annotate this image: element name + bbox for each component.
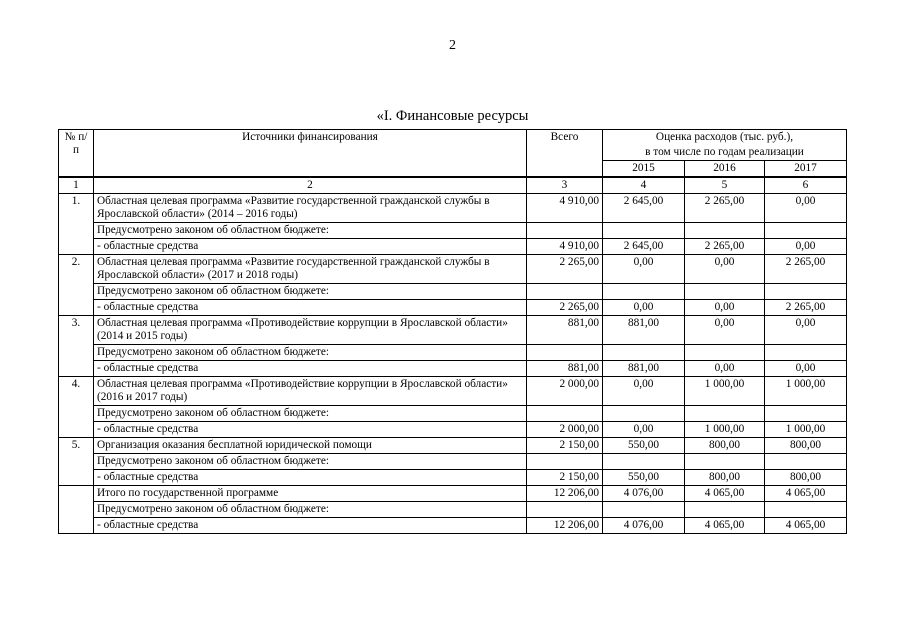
header-estimate-line1: Оценка расходов (тыс. руб.), bbox=[603, 130, 847, 146]
year-value: 1 000,00 bbox=[685, 377, 765, 406]
empty-cell bbox=[527, 502, 603, 518]
budget-law-label: Предусмотрено законом об областном бюджете: bbox=[94, 223, 527, 239]
table-body bbox=[59, 130, 847, 534]
item-number: 1. bbox=[59, 194, 94, 255]
budget-law-row bbox=[59, 284, 847, 300]
regional-year-value: 881,00 bbox=[603, 361, 685, 377]
col-number-4: 4 bbox=[603, 177, 685, 194]
empty-cell bbox=[603, 502, 685, 518]
total-value: 2 265,00 bbox=[527, 255, 603, 284]
header-year-2017: 2017 bbox=[765, 161, 847, 178]
empty-cell bbox=[527, 284, 603, 300]
col-number-2: 2 bbox=[94, 177, 527, 194]
total-row bbox=[59, 486, 847, 502]
budget-law-row bbox=[59, 406, 847, 422]
col-number-1: 1 bbox=[59, 177, 94, 194]
year-value: 4 065,00 bbox=[765, 486, 847, 502]
regional-year-value: 0,00 bbox=[765, 239, 847, 255]
program-name: Областная целевая программа «Развитие государственной гражданской службы в Ярославской области» (2014 – 2016 годы) bbox=[94, 194, 527, 223]
total-value: 2 150,00 bbox=[527, 438, 603, 454]
budget-law-row bbox=[59, 502, 847, 518]
regional-year-value: 2 265,00 bbox=[685, 239, 765, 255]
empty-cell bbox=[765, 406, 847, 422]
regional-funds-label: - областные средства bbox=[94, 518, 527, 534]
regional-year-value: 4 076,00 bbox=[603, 518, 685, 534]
empty-cell bbox=[685, 454, 765, 470]
regional-funds-row bbox=[59, 300, 847, 316]
col-number-5: 5 bbox=[685, 177, 765, 194]
regional-year-value: 0,00 bbox=[765, 361, 847, 377]
empty-cell bbox=[603, 406, 685, 422]
total-value: 12 206,00 bbox=[527, 486, 603, 502]
empty-cell bbox=[527, 345, 603, 361]
year-value: 4 065,00 bbox=[685, 486, 765, 502]
year-value: 1 000,00 bbox=[765, 377, 847, 406]
regional-funds-label: - областные средства bbox=[94, 300, 527, 316]
empty-cell bbox=[685, 284, 765, 300]
year-value: 881,00 bbox=[603, 316, 685, 345]
empty-cell bbox=[765, 454, 847, 470]
budget-law-label: Предусмотрено законом об областном бюджете: bbox=[94, 454, 527, 470]
column-numbers-row bbox=[59, 177, 847, 194]
item-number: 5. bbox=[59, 438, 94, 486]
regional-total-value: 12 206,00 bbox=[527, 518, 603, 534]
regional-year-value: 1 000,00 bbox=[765, 422, 847, 438]
budget-law-label: Предусмотрено законом об областном бюджете: bbox=[94, 502, 527, 518]
financial-resources-table bbox=[58, 129, 847, 534]
total-label: Итого по государственной программе bbox=[94, 486, 527, 502]
regional-year-value: 800,00 bbox=[765, 470, 847, 486]
year-value: 550,00 bbox=[603, 438, 685, 454]
empty-cell bbox=[603, 454, 685, 470]
year-value: 800,00 bbox=[685, 438, 765, 454]
regional-funds-label: - областные средства bbox=[94, 422, 527, 438]
year-value: 2 265,00 bbox=[765, 255, 847, 284]
year-value: 0,00 bbox=[603, 255, 685, 284]
empty-cell bbox=[603, 345, 685, 361]
year-value: 0,00 bbox=[765, 194, 847, 223]
regional-year-value: 1 000,00 bbox=[685, 422, 765, 438]
section-title: «I. Финансовые ресурсы bbox=[376, 108, 529, 124]
year-value: 0,00 bbox=[765, 316, 847, 345]
page-number: 2 bbox=[449, 38, 456, 53]
empty-cell bbox=[685, 223, 765, 239]
year-value: 0,00 bbox=[603, 377, 685, 406]
program-row bbox=[59, 194, 847, 223]
col-number-3: 3 bbox=[527, 177, 603, 194]
header-num: № п/п bbox=[59, 130, 94, 178]
year-value: 0,00 bbox=[685, 316, 765, 345]
regional-year-value: 550,00 bbox=[603, 470, 685, 486]
budget-law-label: Предусмотрено законом об областном бюджете: bbox=[94, 406, 527, 422]
header-estimate-line2: в том числе по годам реализации bbox=[603, 145, 847, 161]
regional-total-value: 4 910,00 bbox=[527, 239, 603, 255]
budget-law-row bbox=[59, 223, 847, 239]
item-number: 3. bbox=[59, 316, 94, 377]
regional-funds-label: - областные средства bbox=[94, 361, 527, 377]
year-value: 800,00 bbox=[765, 438, 847, 454]
total-value: 4 910,00 bbox=[527, 194, 603, 223]
regional-total-value: 2 000,00 bbox=[527, 422, 603, 438]
empty-cell bbox=[685, 406, 765, 422]
budget-law-row bbox=[59, 345, 847, 361]
regional-funds-label: - областные средства bbox=[94, 470, 527, 486]
header-source: Источники финансирования bbox=[94, 130, 527, 178]
empty-cell bbox=[527, 223, 603, 239]
total-num-cell bbox=[59, 486, 94, 534]
regional-funds-row bbox=[59, 518, 847, 534]
regional-funds-row bbox=[59, 470, 847, 486]
empty-cell bbox=[765, 345, 847, 361]
empty-cell bbox=[603, 284, 685, 300]
regional-funds-row bbox=[59, 422, 847, 438]
regional-year-value: 0,00 bbox=[685, 300, 765, 316]
empty-cell bbox=[765, 502, 847, 518]
program-name: Областная целевая программа «Противодействие коррупции в Ярославской области» (2016 и 2017 годы) bbox=[94, 377, 527, 406]
item-number: 2. bbox=[59, 255, 94, 316]
budget-law-label: Предусмотрено законом об областном бюджете: bbox=[94, 345, 527, 361]
program-name: Областная целевая программа «Развитие государственной гражданской службы в Ярославской области» (2017 и 2018 годы) bbox=[94, 255, 527, 284]
program-row bbox=[59, 377, 847, 406]
col-number-6: 6 bbox=[765, 177, 847, 194]
regional-year-value: 0,00 bbox=[603, 422, 685, 438]
year-value: 4 076,00 bbox=[603, 486, 685, 502]
total-value: 2 000,00 bbox=[527, 377, 603, 406]
regional-year-value: 4 065,00 bbox=[765, 518, 847, 534]
header-year-2016: 2016 bbox=[685, 161, 765, 178]
empty-cell bbox=[527, 454, 603, 470]
regional-year-value: 2 265,00 bbox=[765, 300, 847, 316]
program-row bbox=[59, 316, 847, 345]
regional-year-value: 0,00 bbox=[685, 361, 765, 377]
empty-cell bbox=[765, 284, 847, 300]
empty-cell bbox=[527, 406, 603, 422]
regional-total-value: 2 150,00 bbox=[527, 470, 603, 486]
regional-year-value: 2 645,00 bbox=[603, 239, 685, 255]
year-value: 0,00 bbox=[685, 255, 765, 284]
regional-funds-row bbox=[59, 239, 847, 255]
empty-cell bbox=[685, 502, 765, 518]
regional-total-value: 2 265,00 bbox=[527, 300, 603, 316]
regional-year-value: 4 065,00 bbox=[685, 518, 765, 534]
program-name: Организация оказания бесплатной юридической помощи bbox=[94, 438, 527, 454]
empty-cell bbox=[603, 223, 685, 239]
regional-year-value: 800,00 bbox=[685, 470, 765, 486]
budget-law-label: Предусмотрено законом об областном бюджете: bbox=[94, 284, 527, 300]
total-value: 881,00 bbox=[527, 316, 603, 345]
header-row bbox=[59, 130, 847, 146]
program-row bbox=[59, 255, 847, 284]
year-value: 2 265,00 bbox=[685, 194, 765, 223]
regional-funds-label: - областные средства bbox=[94, 239, 527, 255]
regional-funds-row bbox=[59, 361, 847, 377]
header-total: Всего bbox=[527, 130, 603, 178]
budget-law-row bbox=[59, 454, 847, 470]
item-number: 4. bbox=[59, 377, 94, 438]
program-name: Областная целевая программа «Противодействие коррупции в Ярославской области» (2014 и 2015 годы) bbox=[94, 316, 527, 345]
header-year-2015: 2015 bbox=[603, 161, 685, 178]
program-row bbox=[59, 438, 847, 454]
empty-cell bbox=[685, 345, 765, 361]
regional-total-value: 881,00 bbox=[527, 361, 603, 377]
year-value: 2 645,00 bbox=[603, 194, 685, 223]
regional-year-value: 0,00 bbox=[603, 300, 685, 316]
empty-cell bbox=[765, 223, 847, 239]
